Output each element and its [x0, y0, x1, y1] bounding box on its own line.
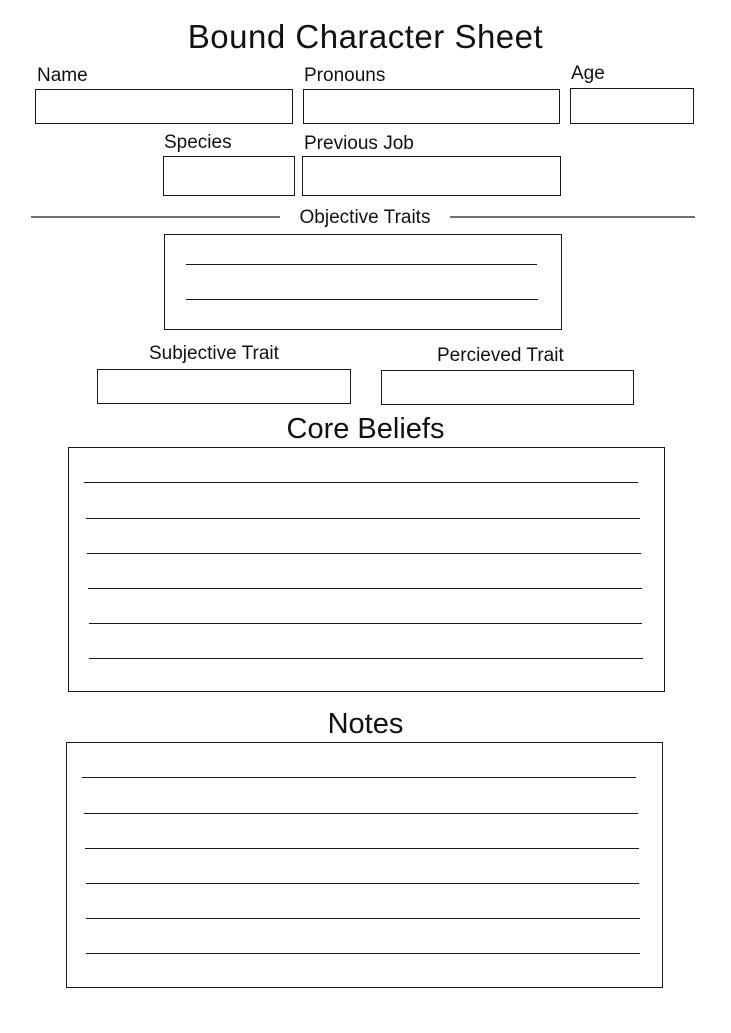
age-field[interactable]	[570, 88, 694, 124]
core-beliefs-line[interactable]	[89, 658, 643, 659]
notes-line[interactable]	[85, 848, 639, 849]
name-field[interactable]	[35, 89, 293, 124]
core-beliefs-line[interactable]	[87, 553, 641, 554]
core-beliefs-line[interactable]	[86, 518, 640, 519]
notes-box[interactable]	[66, 742, 663, 988]
pronouns-field[interactable]	[303, 89, 560, 124]
notes-line[interactable]	[86, 953, 640, 954]
age-label: Age	[571, 63, 605, 84]
objective-traits-line[interactable]	[186, 264, 537, 265]
notes-line[interactable]	[86, 918, 640, 919]
subjective-trait-label: Subjective Trait	[149, 343, 279, 364]
notes-line[interactable]	[86, 883, 639, 884]
pronouns-label: Pronouns	[304, 65, 386, 86]
core-beliefs-heading: Core Beliefs	[286, 413, 445, 445]
perceived-trait-label: Percieved Trait	[437, 345, 564, 366]
previous-job-field[interactable]	[302, 156, 561, 196]
objective-traits-label: Objective Traits	[280, 206, 450, 230]
objective-traits-box[interactable]	[164, 234, 562, 330]
species-field[interactable]	[163, 156, 295, 196]
name-label: Name	[37, 65, 88, 86]
notes-line[interactable]	[84, 813, 638, 814]
objective-traits-line[interactable]	[186, 299, 538, 300]
notes-line[interactable]	[82, 777, 636, 778]
page-title: Bound Character Sheet	[187, 18, 544, 55]
previous-job-label: Previous Job	[304, 133, 414, 154]
core-beliefs-box[interactable]	[68, 447, 665, 692]
subjective-trait-field[interactable]	[97, 369, 351, 404]
core-beliefs-line[interactable]	[89, 623, 642, 624]
notes-heading: Notes	[327, 708, 404, 740]
core-beliefs-line[interactable]	[84, 482, 638, 483]
core-beliefs-line[interactable]	[88, 588, 642, 589]
species-label: Species	[164, 132, 232, 153]
perceived-trait-field[interactable]	[381, 370, 634, 405]
